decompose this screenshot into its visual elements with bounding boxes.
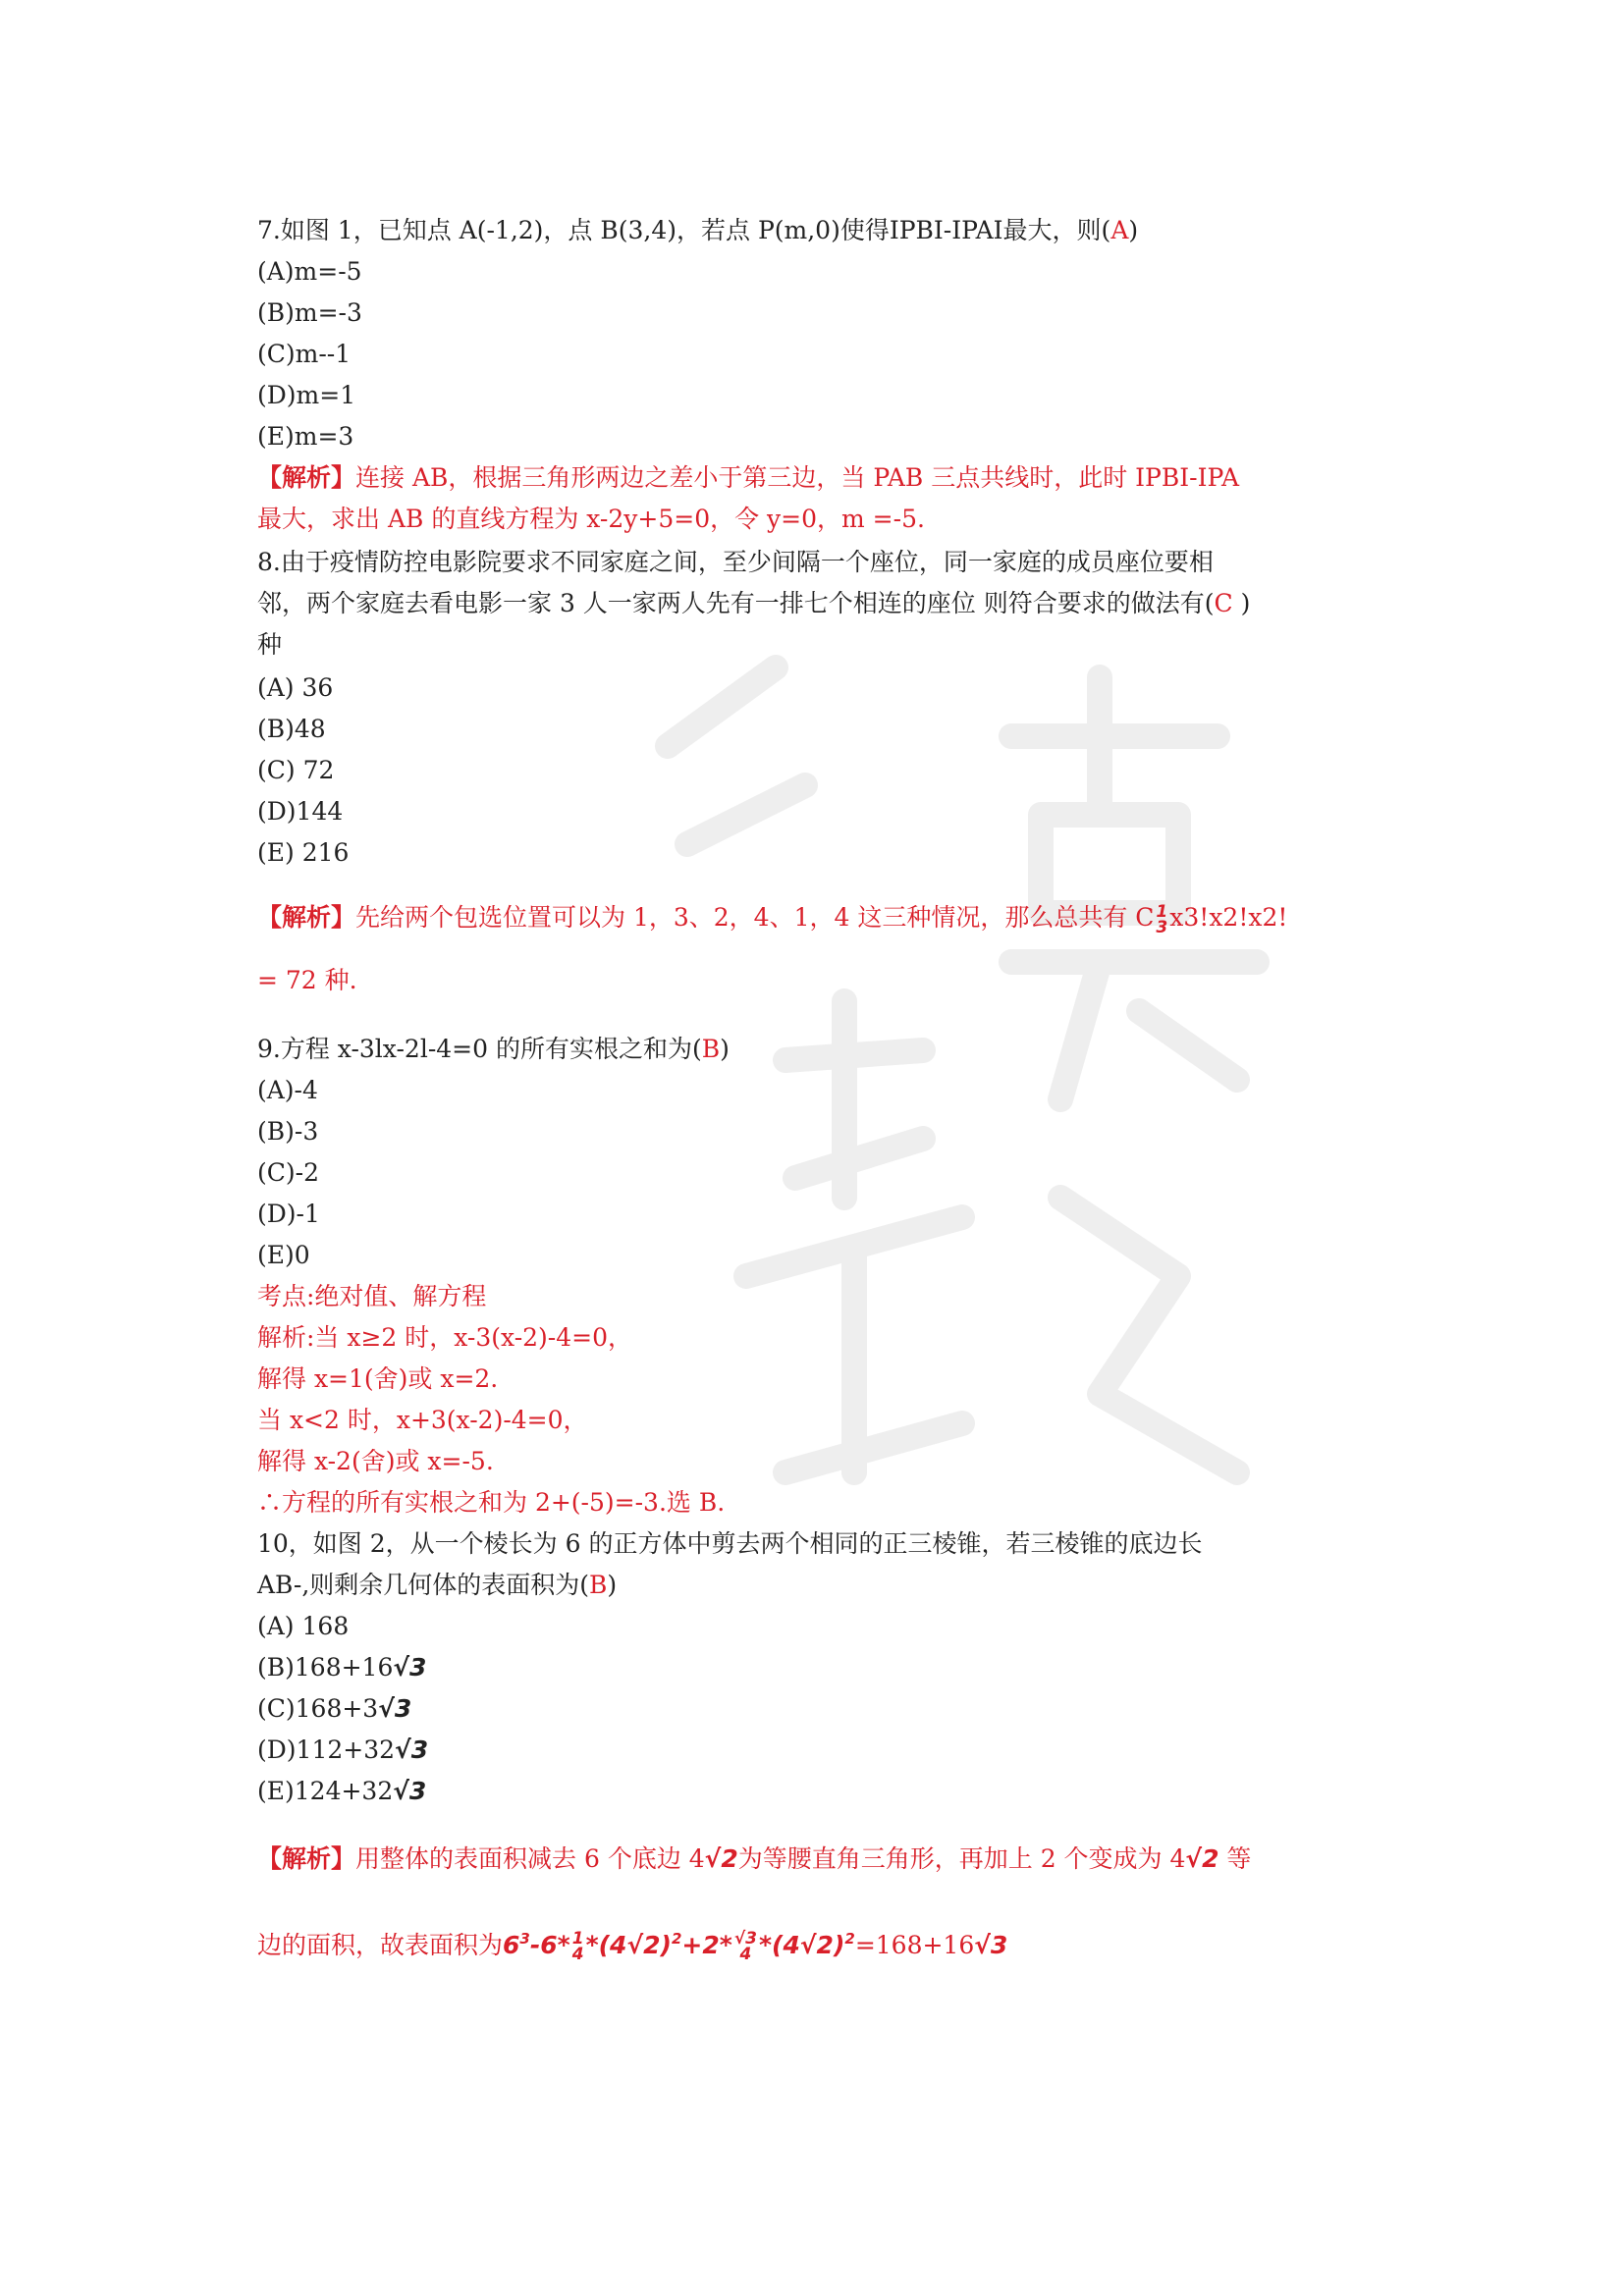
- q9-option-e: (E)0: [257, 1241, 310, 1269]
- q7-option-b: (B)m=-3: [257, 298, 362, 327]
- sqrt3: √3: [974, 1931, 1008, 1959]
- q8-stem-line3: 种: [257, 630, 283, 659]
- q9-solution-line6: ∴方程的所有实根之和为 2+(-5)=-3.选 B.: [257, 1488, 726, 1517]
- q9-answer: B: [701, 1035, 721, 1063]
- q10-analysis-line1: 【解析】用整体的表面积减去 6 个底边 4√2为等腰直角三角形，再加上 2 个变成为 4√2 等: [257, 1844, 1252, 1873]
- fraction-sqrt3-quarter: √3 4: [733, 1929, 757, 1964]
- q8-option-c: (C) 72: [257, 756, 335, 784]
- analysis-tag: 【解析】: [257, 1844, 356, 1873]
- q10-stem-line1: 10，如图 2，从一个棱长为 6 的正方体中剪去两个相同的正三棱锥，若三棱锥的底边长: [257, 1529, 1203, 1558]
- q8-option-e: (E) 216: [257, 838, 350, 867]
- q7-option-d: (D)m=1: [257, 381, 356, 409]
- sqrt2: √2: [1185, 1844, 1219, 1873]
- q10-option-d: (D)112+32√3: [257, 1735, 429, 1764]
- q9-solution-line5: 解得 x-2(舍)或 x=-5.: [257, 1447, 494, 1475]
- q7-option-c: (C)m--1: [257, 340, 352, 368]
- analysis-tag: 【解析】: [257, 903, 356, 932]
- q10-option-b: (B)168+16√3: [257, 1653, 427, 1682]
- q9-solution-line4: 当 x<2 时，x+3(x-2)-4=0，: [257, 1406, 588, 1434]
- q7-analysis-line2: 最大，求出 AB 的直线方程为 x-2y+5=0，令 y=0，m =-5.: [257, 505, 925, 533]
- q9-stem: 9.方程 x-3lx-2l-4=0 的所有实根之和为(B): [257, 1035, 730, 1063]
- q7-answer: A: [1110, 216, 1129, 244]
- q9-solution-line3: 解得 x=1(舍)或 x=2.: [257, 1364, 499, 1393]
- q9-option-c: (C)-2: [257, 1158, 319, 1187]
- q8-answer: C: [1214, 589, 1233, 617]
- sqrt2: √2: [704, 1844, 738, 1873]
- q9-option-a: (A)-4: [257, 1076, 318, 1104]
- formula: $6^3-6*$ 1 4 $*(4√2)^2+2*$ √3 4 $*(4√2)^2$: [503, 1929, 855, 1964]
- q7-stem: 7.如图 1，已知点 A(-1,2)，点 B(3,4)，若点 P(m,0)使得IPBI-IPAI最大，则(A): [257, 216, 1139, 244]
- q10-answer: B: [589, 1571, 608, 1599]
- q8-option-a: (A) 36: [257, 673, 334, 702]
- sqrt3: √3: [378, 1694, 412, 1723]
- q9-option-b: (B)-3: [257, 1117, 319, 1146]
- sqrt3: √3: [393, 1777, 427, 1805]
- q7-option-e: (E)m=3: [257, 422, 354, 451]
- sqrt3: √3: [393, 1653, 427, 1682]
- q8-option-b: (B)48: [257, 715, 326, 743]
- q10-option-c: (C)168+3√3: [257, 1694, 412, 1723]
- q10-stem-line2: AB-,则剩余几何体的表面积为(B): [257, 1571, 618, 1599]
- q10-option-a: (A) 168: [257, 1612, 350, 1640]
- q8-analysis-line2: = 72 种.: [257, 966, 357, 994]
- sqrt3: √3: [395, 1735, 429, 1764]
- q8-analysis-line1: 【解析】先给两个包选位置可以为 1，3、2，4、1，4 这三种情况，那么总共有 C 1 3 x3!x2!x2!: [257, 901, 1288, 937]
- q7-option-a: (A)m=-5: [257, 257, 362, 286]
- analysis-tag: 【解析】: [257, 463, 356, 492]
- q9-option-d: (D)-1: [257, 1200, 320, 1228]
- q10-option-e: (E)124+32√3: [257, 1777, 427, 1805]
- q8-option-d: (D)144: [257, 797, 344, 826]
- combination-fraction: 1 3: [1156, 901, 1168, 937]
- q9-solution-line1: 考点:绝对值、解方程: [257, 1282, 487, 1310]
- q8-stem-line2: 邻，两个家庭去看电影一家 3 人一家两人先有一排七个相连的座位 则符合要求的做法有(C ): [257, 589, 1251, 617]
- fraction-one-quarter: 1 4: [571, 1929, 584, 1964]
- q7-analysis-line1: 【解析】连接 AB，根据三角形两边之差小于第三边，当 PAB 三点共线时，此时 IPBI-IPA: [257, 463, 1240, 492]
- q8-stem-line1: 8.由于疫情防控电影院要求不同家庭之间，至少间隔一个座位，同一家庭的成员座位要相: [257, 548, 1214, 576]
- q9-solution-line2: 解析:当 x≥2 时，x-3(x-2)-4=0，: [257, 1323, 633, 1352]
- watermark-logo: [550, 589, 1434, 1620]
- q10-analysis-line2: 边的面积，故表面积为$6^3-6*$ 1 4 $*(4√2)^2+2*$ √3 4 $*(4√2)^2=168+16√3$: [257, 1929, 1008, 1964]
